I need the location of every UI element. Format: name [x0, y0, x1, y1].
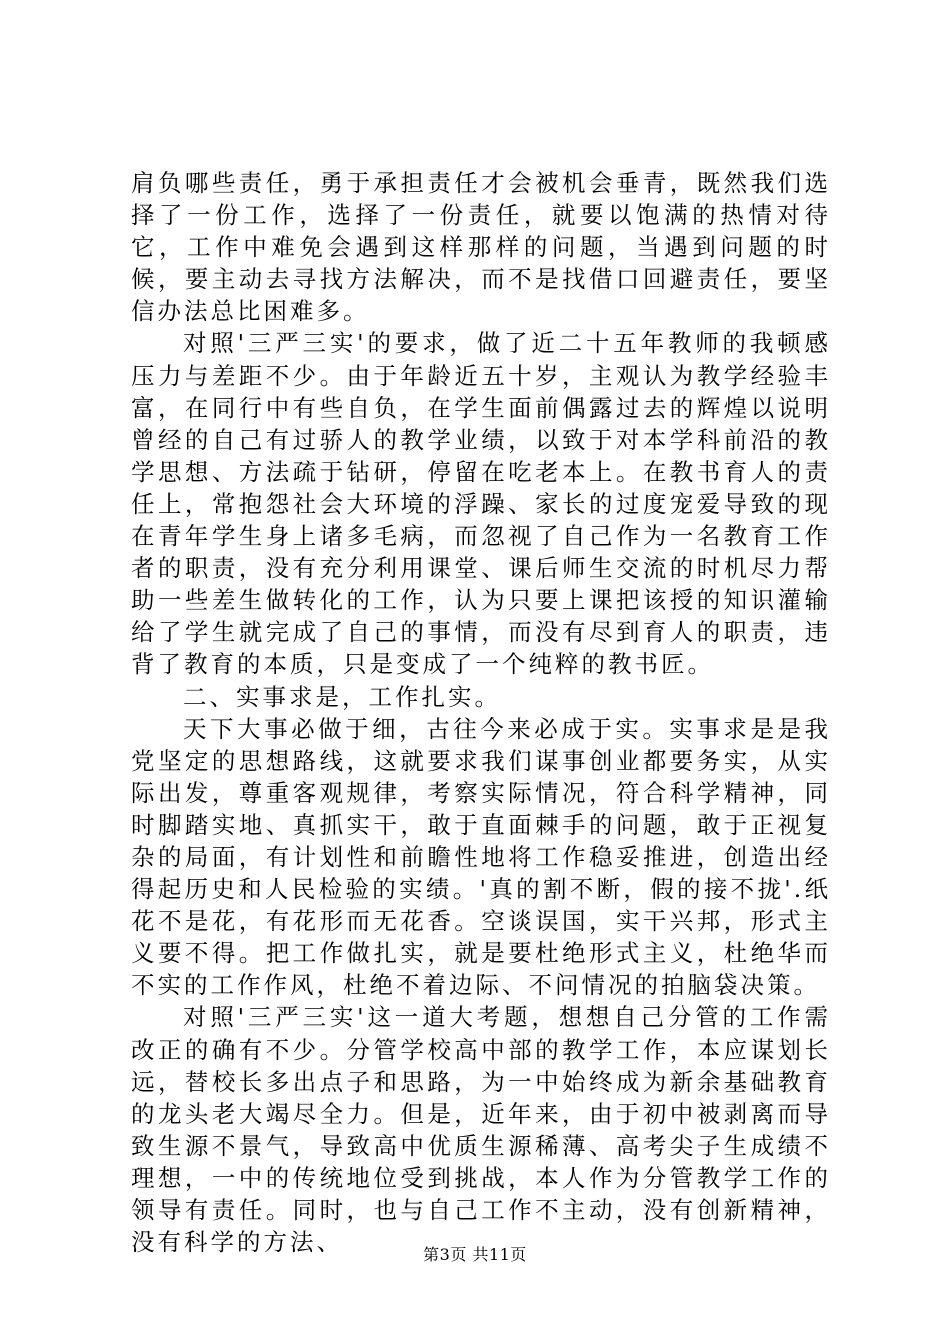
body-paragraph-self-review-teaching: 对照'三严三实'的要求，做了近二十五年教师的我顿感压力与差距不少。由于年龄近五十岁，主观认为教学经验丰富，在同行中有些自负，在学生面前偶露过去的辉煌以说明曾经的自己有过骄人的教学业绩，以致于对本学科前沿的教学思想、方法疏于钻研，停留在吃老本上。在教书育人的责任上，常抱怨社会大环境的浮躁、家长的过度宠爱导致的现在青年学生身上诸多毛病，而忽视了自己作为一名教育工作者的职责，没有充分利用课堂、课后师生交流的时机尽力帮助一些差生做转化的工作，认为只要上课把该授的知识灌输给了学生就完成了自己的事情，而没有尽到育人的职责，违背了教育的本质，只是变成了一个纯粹的教书匠。	[131, 329, 831, 679]
body-paragraph-practical-work: 天下大事必做于细，古往今来必成于实。实事求是是我党坚定的思想路线，这就要求我们谋事创业都要务实，从实际出发，尊重客观规律，考察实际情况，符合科学精神，同时脚踏实地、真抓实干，敢于直面棘手的问题，敢于正视复杂的局面，有计划性和前瞻性地将工作稳妥推进，创造出经得起历史和人民检验的实绩。'真的割不断，假的接不拢'.纸花不是花，有花形而无花香。空谈误国，实干兴邦，形式主义要不得。把工作做扎实，就是要杜绝形式主义，杜绝华而不实的工作作风，杜绝不着边际、不问情况的拍脑袋决策。	[131, 714, 831, 1000]
body-paragraph-self-review-management: 对照'三严三实'这一道大考题，想想自己分管的工作需改正的确有不少。分管学校高中部的教学工作，本应谋划长远，替校长多出点子和思路，为一中始终成为新余基础教育的龙头老大竭尽全力。但是，近年来，由于初中被剥离而导致生源不景气，导致高中优质生源稀薄、高考尖子生成绩不理想，一中的传统地位受到挑战，本人作为分管教学工作的领导有责任。同时，也与自己工作不主动，没有创新精神，没有科学的方法、	[131, 1003, 831, 1257]
body-paragraph-continuation: 肩负哪些责任，勇于承担责任才会被机会垂青，既然我们选择了一份工作，选择了一份责任，就要以饱满的热情对待它，工作中难免会遇到这样那样的问题，当遇到问题的时候，要主动去寻找方法解决，而不是找借口回避责任，要坚信办法总比困难多。	[131, 169, 831, 326]
section-heading-seek-truth: 二、实事求是，工作扎实。	[183, 682, 501, 711]
page-number-footer: 第3页 共11页	[423, 1245, 527, 1264]
document-body	[131, 167, 831, 1258]
